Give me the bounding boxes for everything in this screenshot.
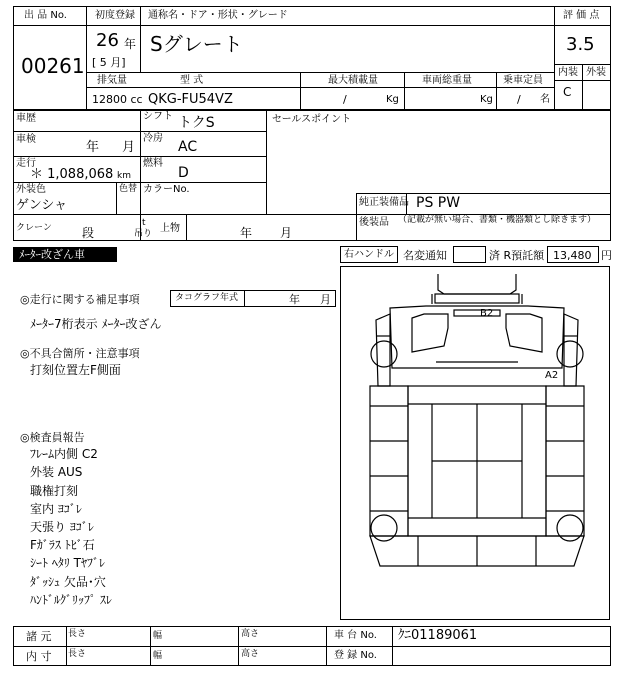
displacement-value: 12800 cc <box>92 93 143 106</box>
inspection-label: 車検 <box>16 134 36 145</box>
name-change-label: 名変通知 <box>403 249 447 262</box>
damage-mark-a2: A2 <box>545 370 559 381</box>
aftermarket-note: （記載が無い場合、書類・機器類とし除きます） <box>398 215 597 225</box>
capacity-value: / <box>517 93 521 106</box>
registration-no-label: 登 録 No. <box>334 650 377 661</box>
exterior-label: 外装 <box>586 67 606 78</box>
model-name-label: 通称名・ドア・形状・グレード <box>148 10 288 21</box>
truck-diagram <box>340 266 610 620</box>
mileage-value: ＊ 1,088,068 <box>30 167 114 182</box>
crane-stage-unit: 段 <box>82 226 95 240</box>
model-code-value: QKG-FU54VZ <box>148 92 233 107</box>
inner-width-label: 幅 <box>153 651 163 661</box>
inner-height-label: 高さ <box>241 649 260 659</box>
capacity-unit: 名 <box>540 94 550 105</box>
inspector-line: ﾌﾚｰﾑ内側 C2 <box>30 447 98 461</box>
first-registration-label: 初度登録 <box>95 10 135 21</box>
name-change-box <box>453 246 486 263</box>
inspection-month-unit: 月 <box>122 140 136 155</box>
damage-mark-b2: B2 <box>480 308 494 319</box>
chassis-no-label: 車 台 No. <box>334 630 377 641</box>
first-registration-year: 26 <box>96 30 119 51</box>
lot-no-label: 出 品 No. <box>24 10 67 21</box>
meter-tampered-banner: ﾒｰﾀｰ改ざん車 <box>13 247 117 262</box>
outer-length-label: 長さ <box>68 629 87 639</box>
body-label: 上物 <box>160 223 180 234</box>
equipment-label: 純正装備品 <box>359 197 409 208</box>
displacement-label: 排気量 <box>97 75 127 86</box>
model-name: Sグレート <box>150 32 243 56</box>
overall-score: 3.5 <box>566 34 595 55</box>
gross-weight-label: 車両総重量 <box>422 75 472 86</box>
lot-number: 00261 <box>21 54 85 78</box>
inspector-line: ｼｰﾄ ﾍﾀﾘ Tﾔﾌﾞﾚ <box>30 556 105 570</box>
gross-weight-unit: Kg <box>480 94 493 105</box>
inspector-line: 室内 ﾖｺﾞﾚ <box>30 502 82 516</box>
exterior-color-label: 外装色 <box>16 184 46 195</box>
defects-text: 打刻位置左F側面 <box>30 363 121 377</box>
driving-notes-text: ﾒｰﾀｰ7桁表示 ﾒｰﾀｰ改ざん <box>30 317 162 331</box>
max-load-value: / <box>343 93 347 106</box>
inspector-line: 外装 AUS <box>30 465 83 479</box>
exterior-color-value: ゲンシャ <box>16 198 68 213</box>
color-code-label: カラーNo. <box>143 184 190 195</box>
inspector-line: 職権打刻 <box>30 484 79 498</box>
outer-height-label: 高さ <box>241 629 260 639</box>
shift-label: シフト <box>143 111 173 122</box>
capacity-label: 乗車定員 <box>503 75 543 86</box>
inner-length-label: 長さ <box>68 649 87 659</box>
shift-value: トクS <box>178 115 215 131</box>
recycle-label: 済 R預託額 <box>489 249 545 262</box>
tachograph-label: タコグラフ年式 <box>175 293 239 303</box>
inspector-line: Fｶﾞﾗｽ ﾄﾋﾞ石 <box>30 538 95 552</box>
sales-point-label: セールスポイント <box>272 114 352 125</box>
inspector-line: ﾀﾞｯｼｭ 欠品･穴 <box>30 575 106 589</box>
equipment-value: PS PW <box>416 195 461 211</box>
aftermarket-label: 後装品 <box>359 217 389 228</box>
year-unit: 年 <box>124 37 137 51</box>
outer-width-label: 幅 <box>153 631 163 641</box>
inspector-line: 天張り ﾖｺﾞﾚ <box>30 520 94 534</box>
crane-lift-unit-bottom: 吊り <box>134 229 153 239</box>
recycle-unit: 円 <box>601 249 612 262</box>
fuel-label: 燃料 <box>143 158 163 169</box>
ac-label: 冷房 <box>143 133 163 144</box>
body-year-unit: 年 <box>240 226 253 240</box>
body-month-unit: 月 <box>280 226 293 240</box>
mileage-label: 走行 <box>16 158 36 169</box>
driving-notes-header: ◎走行に関する補足事項 <box>20 293 140 306</box>
fuel-value: D <box>178 165 189 181</box>
score-label: 評 価 点 <box>563 10 600 21</box>
defects-header: ◎不具合箇所・注意事項 <box>20 347 140 360</box>
interior-grade: C <box>563 85 572 99</box>
tachograph-year-unit: 年 <box>289 293 300 306</box>
inspector-line: ﾊﾝﾄﾞﾙｸﾞﾘｯﾌﾟ ｽﾚ <box>30 593 112 607</box>
model-code-label: 型 式 <box>180 75 204 86</box>
recycle-amount: 13,480 <box>553 249 592 262</box>
inspector-report-header: ◎検査員報告 <box>20 431 85 444</box>
tachograph-month-unit: 月 <box>320 293 331 306</box>
chassis-no-value: ｸﾆ01189061 <box>398 628 478 643</box>
dims-inner-label: 内 寸 <box>26 650 52 663</box>
max-load-label: 最大積載量 <box>328 75 378 86</box>
first-registration-month: [ 5 月] <box>92 56 126 69</box>
rhd-label: 右ハンドル <box>344 249 394 260</box>
mileage-unit: km <box>117 171 131 181</box>
color-change-label: 色替 <box>119 184 138 194</box>
max-load-unit: Kg <box>386 94 399 105</box>
crane-lift-unit-top: t <box>142 218 146 228</box>
interior-label: 内装 <box>558 67 578 78</box>
dims-outer-label: 諸 元 <box>26 630 52 643</box>
history-label: 車歴 <box>16 113 36 124</box>
inspection-year-unit: 年 <box>86 140 100 155</box>
crane-label: クレーン <box>16 223 52 233</box>
ac-value: AC <box>178 139 198 155</box>
